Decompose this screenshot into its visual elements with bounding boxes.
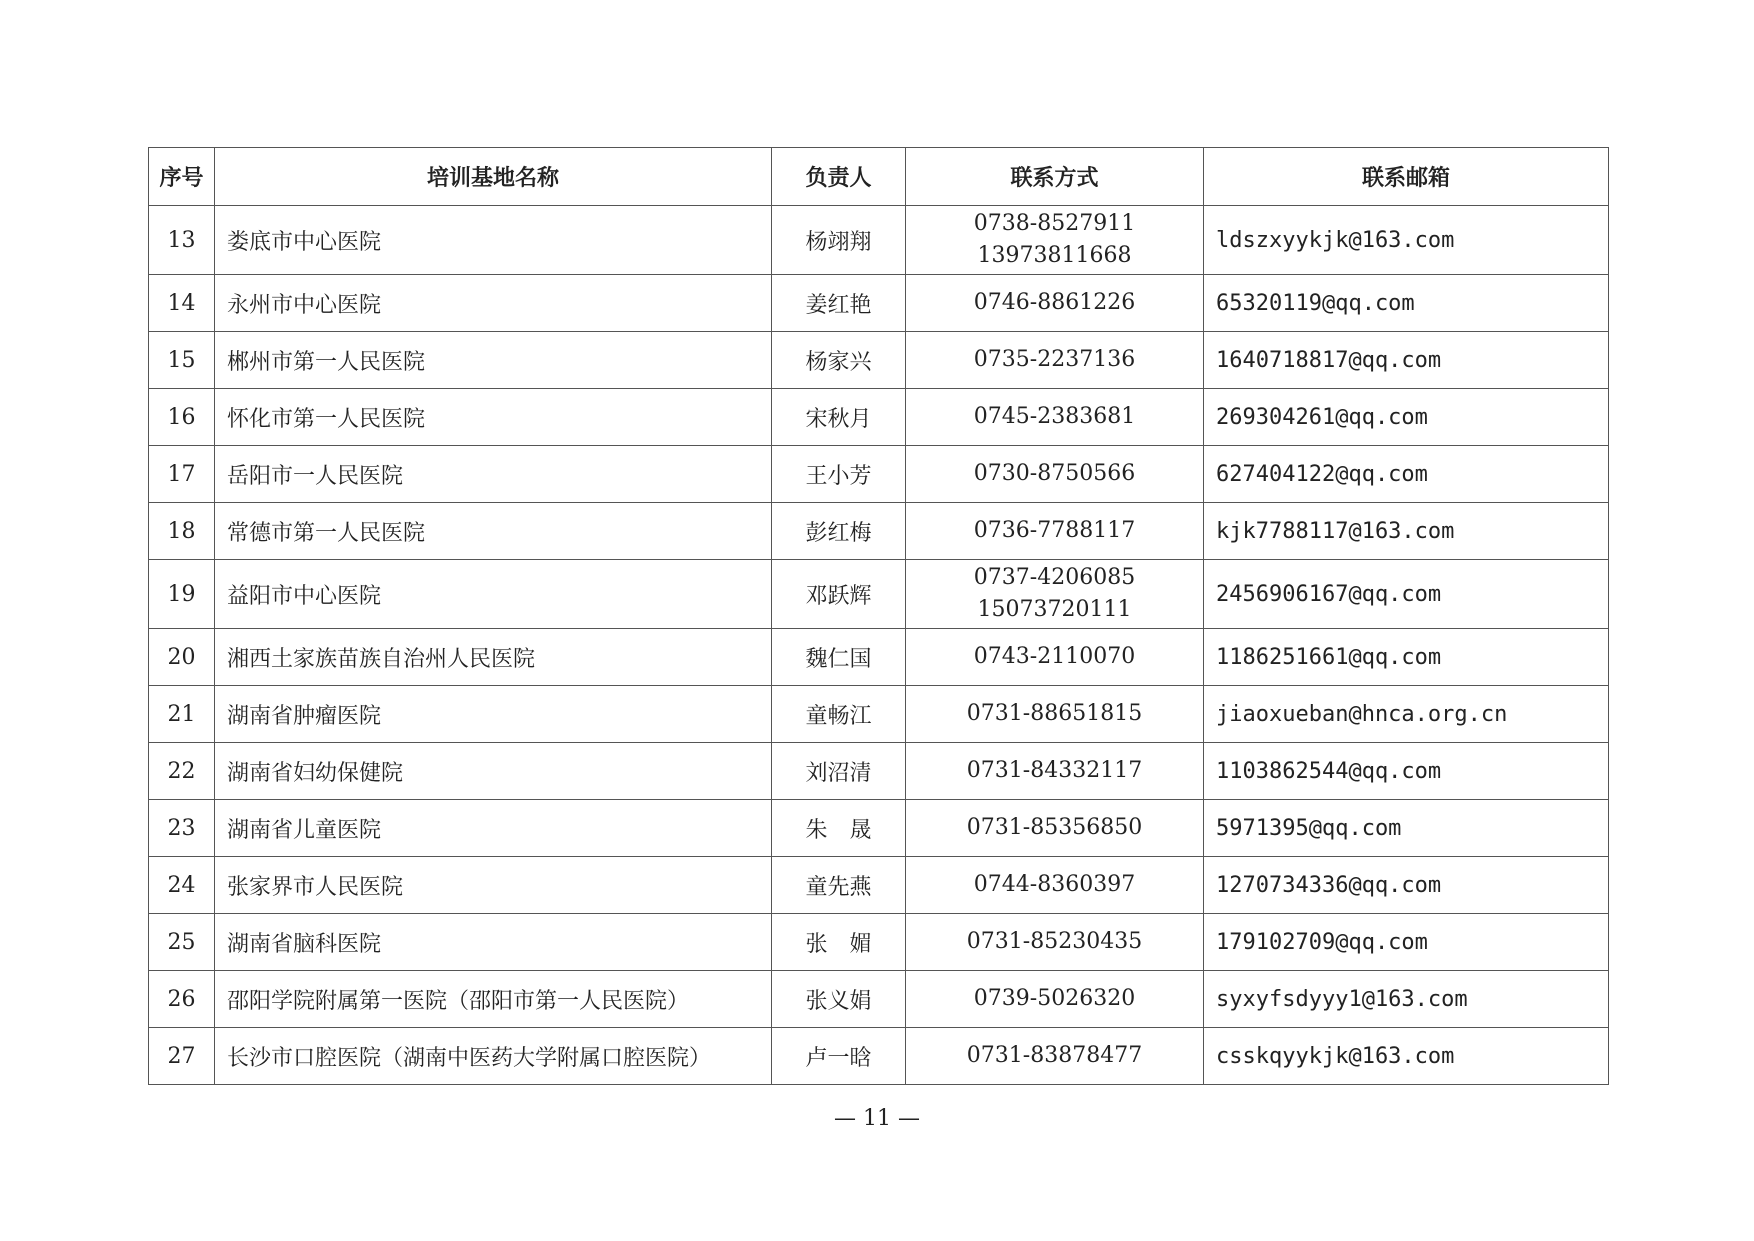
contact-person: 童先燕 [772, 857, 906, 914]
contact-phone [906, 560, 1204, 629]
table-row [149, 971, 1609, 1028]
table-row [149, 560, 1609, 629]
contact-phone [906, 743, 1204, 800]
contact-email: 1640718817@qq.com [1204, 332, 1609, 389]
base-name: 长沙市口腔医院（湖南中医药大学附属口腔医院） [215, 1028, 772, 1085]
contact-person: 童畅江 [772, 686, 906, 743]
contact-phone [906, 629, 1204, 686]
contact-person: 魏仁国 [772, 629, 906, 686]
contact-email: csskqyykjk@163.com [1204, 1028, 1609, 1085]
table-row [149, 206, 1609, 275]
phone-number: 0745-2383681 [973, 404, 1136, 429]
base-name: 怀化市第一人民医院 [215, 389, 772, 446]
row-number: 18 [149, 503, 215, 560]
contact-person: 杨翊翔 [772, 206, 906, 275]
row-number: 23 [149, 800, 215, 857]
phone-number: 0743-2110070 [973, 644, 1136, 669]
header-person: 负责人 [772, 148, 906, 206]
row-number: 14 [149, 275, 215, 332]
table-row [149, 686, 1609, 743]
base-name: 湘西土家族苗族自治州人民医院 [215, 629, 772, 686]
contact-email: 5971395@qq.com [1204, 800, 1609, 857]
contact-phone [906, 446, 1204, 503]
contact-email: 1186251661@qq.com [1204, 629, 1609, 686]
table-row [149, 800, 1609, 857]
contact-email: ldszxyykjk@163.com [1204, 206, 1609, 275]
header-no: 序号 [149, 148, 215, 206]
row-number: 22 [149, 743, 215, 800]
row-number: 20 [149, 629, 215, 686]
row-number: 27 [149, 1028, 215, 1085]
phone-number: 0738-8527911 [973, 211, 1136, 236]
phone-number: 0739-5026320 [973, 986, 1136, 1011]
row-number: 15 [149, 332, 215, 389]
training-base-table [148, 147, 1609, 1085]
base-name: 岳阳市一人民医院 [215, 446, 772, 503]
contact-phone [906, 686, 1204, 743]
base-name: 娄底市中心医院 [215, 206, 772, 275]
row-number: 16 [149, 389, 215, 446]
header-email: 联系邮箱 [1204, 148, 1609, 206]
contact-person: 张义娟 [772, 971, 906, 1028]
contact-email: 627404122@qq.com [1204, 446, 1609, 503]
phone-number: 0746-8861226 [973, 290, 1136, 315]
table-row [149, 503, 1609, 560]
contact-email: 1270734336@qq.com [1204, 857, 1609, 914]
contact-email: jiaoxueban@hnca.org.cn [1204, 686, 1609, 743]
phone-number: 0736-7788117 [973, 518, 1136, 543]
contact-person: 杨家兴 [772, 332, 906, 389]
phone-number: 15073720111 [977, 597, 1132, 622]
contact-person: 宋秋月 [772, 389, 906, 446]
contact-phone [906, 1028, 1204, 1085]
contact-phone [906, 206, 1204, 275]
table-row [149, 914, 1609, 971]
contact-email: 2456906167@qq.com [1204, 560, 1609, 629]
phone-number: 13973811668 [977, 243, 1132, 268]
contact-person: 彭红梅 [772, 503, 906, 560]
contact-email: 1103862544@qq.com [1204, 743, 1609, 800]
contact-person: 卢一晗 [772, 1028, 906, 1085]
contact-phone [906, 275, 1204, 332]
table-row [149, 389, 1609, 446]
contact-person: 王小芳 [772, 446, 906, 503]
table-row [149, 275, 1609, 332]
contact-email: syxyfsdyyy1@163.com [1204, 971, 1609, 1028]
contact-phone [906, 332, 1204, 389]
contact-phone [906, 914, 1204, 971]
contact-email: 179102709@qq.com [1204, 914, 1609, 971]
base-name: 湖南省肿瘤医院 [215, 686, 772, 743]
contact-person: 刘沼清 [772, 743, 906, 800]
base-name: 张家界市人民医院 [215, 857, 772, 914]
table-header-row [149, 148, 1609, 206]
phone-number: 0731-85230435 [966, 929, 1143, 954]
phone-number: 0731-84332117 [966, 758, 1143, 783]
phone-number: 0735-2237136 [973, 347, 1136, 372]
row-number: 25 [149, 914, 215, 971]
phone-number: 0730-8750566 [973, 461, 1136, 486]
header-name: 培训基地名称 [215, 148, 772, 206]
row-number: 26 [149, 971, 215, 1028]
base-name: 永州市中心医院 [215, 275, 772, 332]
row-number: 19 [149, 560, 215, 629]
contact-phone [906, 971, 1204, 1028]
table-row [149, 332, 1609, 389]
phone-number: 0744-8360397 [973, 872, 1136, 897]
contact-phone [906, 503, 1204, 560]
table-row [149, 857, 1609, 914]
base-name: 邵阳学院附属第一医院（邵阳市第一人民医院） [215, 971, 772, 1028]
base-name: 益阳市中心医院 [215, 560, 772, 629]
contact-email: 269304261@qq.com [1204, 389, 1609, 446]
row-number: 17 [149, 446, 215, 503]
page-number: — 11 — [834, 1106, 920, 1131]
row-number: 21 [149, 686, 215, 743]
table-row [149, 629, 1609, 686]
phone-number: 0731-88651815 [966, 701, 1143, 726]
contact-person: 朱 晟 [772, 800, 906, 857]
contact-phone [906, 389, 1204, 446]
header-phone: 联系方式 [906, 148, 1204, 206]
table-row [149, 446, 1609, 503]
contact-person: 张 媚 [772, 914, 906, 971]
base-name: 湖南省脑科医院 [215, 914, 772, 971]
phone-number: 0731-83878477 [966, 1043, 1143, 1068]
phone-number: 0737-4206085 [973, 565, 1136, 590]
contact-email: 65320119@qq.com [1204, 275, 1609, 332]
contact-person: 姜红艳 [772, 275, 906, 332]
base-name: 湖南省妇幼保健院 [215, 743, 772, 800]
table-row [149, 743, 1609, 800]
phone-number: 0731-85356850 [966, 815, 1143, 840]
row-number: 13 [149, 206, 215, 275]
base-name: 郴州市第一人民医院 [215, 332, 772, 389]
base-name: 湖南省儿童医院 [215, 800, 772, 857]
contact-phone [906, 800, 1204, 857]
contact-person: 邓跃辉 [772, 560, 906, 629]
table-body [149, 206, 1609, 1085]
row-number: 24 [149, 857, 215, 914]
table-row [149, 1028, 1609, 1085]
base-name: 常德市第一人民医院 [215, 503, 772, 560]
contact-email: kjk7788117@163.com [1204, 503, 1609, 560]
contact-phone [906, 857, 1204, 914]
